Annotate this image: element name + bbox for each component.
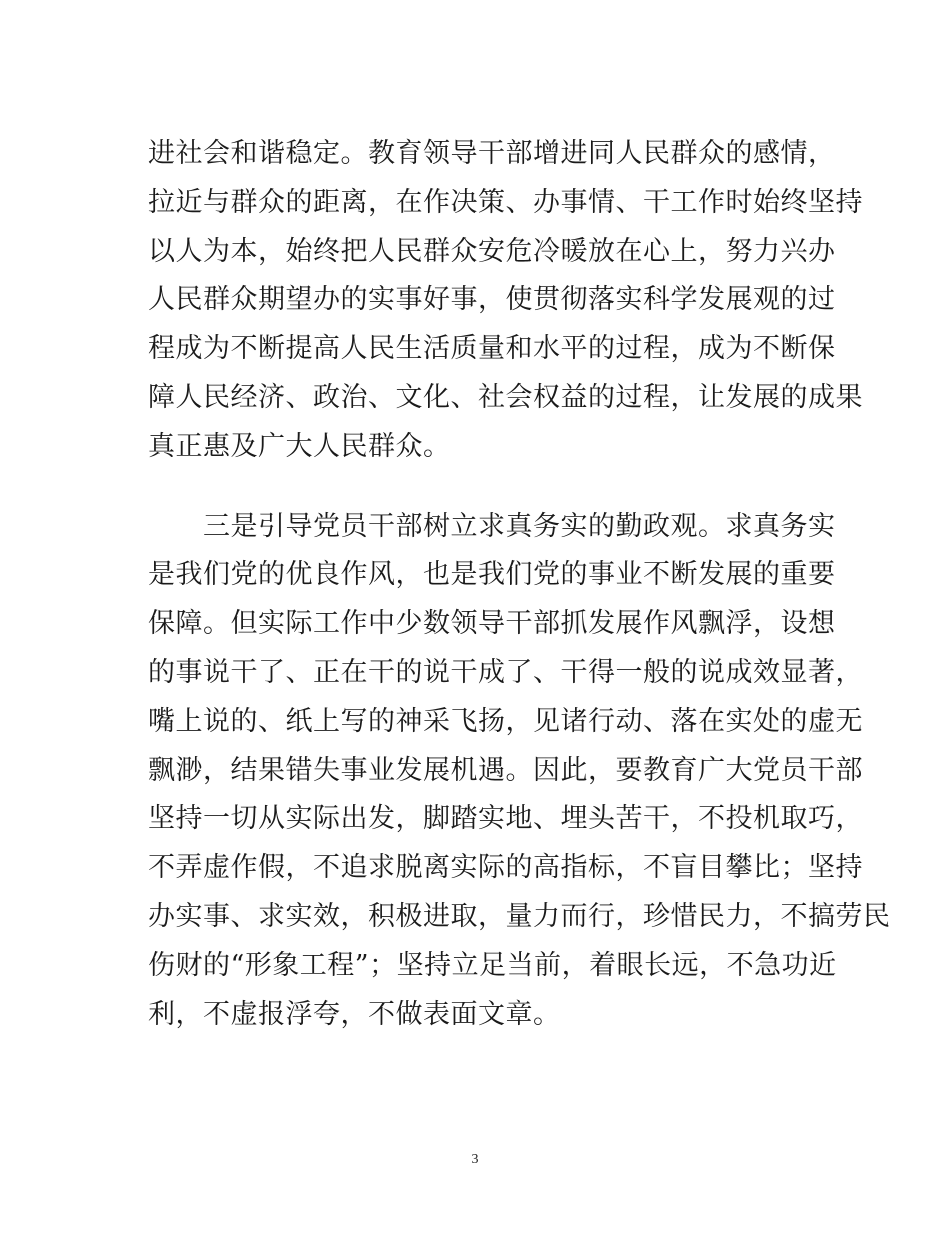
text-line: 真正惠及广大人民群众。 <box>148 430 451 462</box>
text-line: 坚持一切从实际出发，脚踏实地、埋头苦干，不投机取巧， <box>148 803 863 835</box>
text-line: 程成为不断提高人民生活质量和水平的过程，成为不断保 <box>148 333 836 365</box>
text-line: 嘴上说的、纸上写的神采飞扬，见诸行动、落在实处的虚无 <box>148 705 863 737</box>
text-line: 以人为本，始终把人民群众安危冷暖放在心上，努力兴办 <box>148 235 836 267</box>
text-line: 进社会和谐稳定。教育领导干部增进同人民群众的感情， <box>148 138 836 169</box>
text-line: 人民群众期望办的实事好事，使贯彻落实科学发展观的过 <box>148 284 836 316</box>
text-line: 办实事、求实效，积极进取，量力而行，珍惜民力，不搞劳民 <box>148 900 891 932</box>
document-body <box>148 130 891 1088</box>
text-line: 利，不虚报浮夸，不做表面文章。 <box>148 998 561 1030</box>
page-number: 3 <box>471 1152 479 1167</box>
text-line: 拉近与群众的距离，在作决策、办事情、干工作时始终坚持 <box>148 186 863 218</box>
text-line: 是我们党的优良作风，也是我们党的事业不断发展的重要 <box>148 559 836 591</box>
text-line <box>148 1039 808 1088</box>
paragraph-spacer <box>148 472 808 503</box>
text-line: 不弄虚作假，不追求脱离实际的高指标，不盲目攀比；坚持 <box>148 852 863 884</box>
text-line: 保障。但实际工作中少数领导干部抓发展作风飘浮，设想 <box>148 608 836 640</box>
text-line: 飘渺，结果错失事业发展机遇。因此，要教育广大党员干部 <box>148 754 863 786</box>
text-line: 的事说干了、正在干的说干成了、干得一般的说成效显著， <box>148 656 863 688</box>
text-line: 障人民经济、政治、文化、社会权益的过程，让发展的成果 <box>148 381 863 413</box>
text-line: 三是引导党员干部树立求真务实的勤政观。求真务实 <box>148 510 836 542</box>
text-line: 伤财的“形象工程”；坚持立足当前，着眼长远，不急功近 <box>148 949 837 981</box>
